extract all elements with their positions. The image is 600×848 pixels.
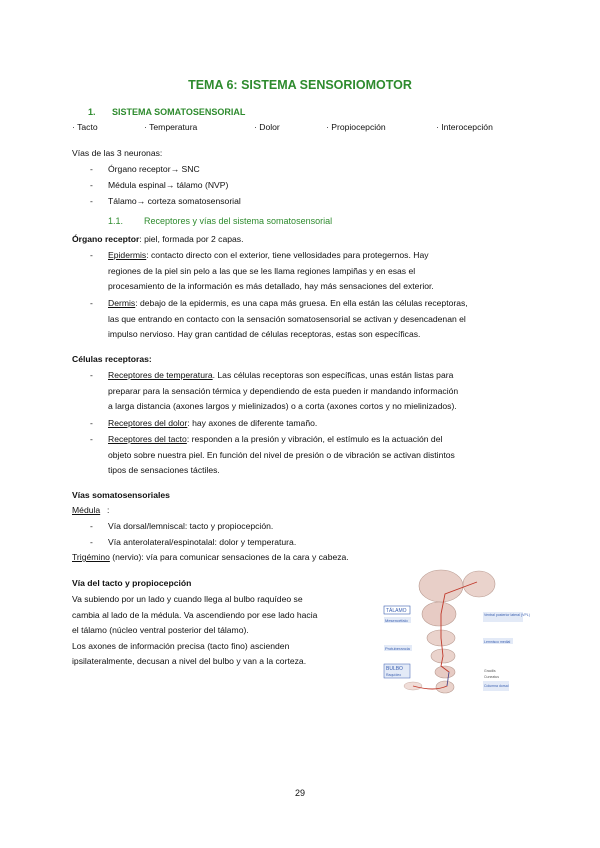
tacto-term: Receptores del tacto — [108, 434, 187, 444]
text-line: el tálamo (núcleo ventral posterior del tálamo). — [72, 625, 249, 636]
sense-item: · Tacto — [72, 122, 98, 132]
tacto-paragraph — [108, 432, 528, 479]
cortex-section-icon — [463, 571, 495, 597]
text-line: preparar para la sensación térmica y dependiendo de esta pueden ir mandando información — [108, 385, 459, 396]
bulbo-label: BULBO — [386, 666, 403, 672]
section-heading-1 — [88, 107, 245, 117]
medulla-section-icon — [435, 666, 455, 678]
dolor-paragraph — [108, 416, 528, 432]
bullet-dash: - — [90, 298, 93, 308]
sensory-pathway-figure — [383, 568, 533, 696]
text-line: : contacto directo con el exterior, tiene vellosidades para protegernos. Hay — [146, 250, 429, 260]
organo-text: : piel, formada por 2 capas. — [139, 234, 244, 244]
text-line: Los axones de información precisa (tacto fino) ascienden — [72, 640, 290, 651]
lemnisco-label: Lemnisco medial — [484, 640, 511, 644]
senses-list — [72, 122, 532, 132]
organo-line — [72, 234, 243, 244]
gracilis-label: Gracilis — [484, 669, 496, 673]
thalamus-section-icon — [422, 602, 456, 626]
trigemino-line — [72, 552, 349, 562]
bullet-dash: - — [90, 164, 93, 174]
organo-label: Órgano receptor — [72, 234, 140, 244]
text-line: ipsilateralmente, decusan a nivel del bulbo y van a la corteza. — [72, 656, 307, 667]
tacto-via-paragraph — [72, 592, 366, 670]
bullet-dash: - — [90, 250, 93, 260]
bullet-dash: - — [90, 521, 93, 531]
bullet-dash: - — [90, 180, 93, 190]
cuneatus-label: Cuneatus — [484, 675, 499, 679]
sense-item: · Dolor — [254, 122, 280, 132]
text-line: Va subiendo por un lado y cuando llega al bulbo raquídeo se — [72, 594, 303, 604]
epidermis-paragraph — [108, 248, 528, 295]
section-number: 1.1. — [108, 216, 124, 226]
text-line: las que entrando en contacto con la sensación somatosensorial se activan y desencadenan el — [108, 313, 466, 324]
text-line: procesamiento de la información es más detallado, hay más sensaciones del exterior. — [108, 281, 434, 292]
bullet-dash: - — [90, 537, 93, 547]
via-item: Médula espinal→ tálamo (NVP) — [108, 180, 229, 190]
text-line: a larga distancia (axones largos y mielinizados) o a corta (axones cortos y no mielinizados). — [108, 401, 457, 412]
text-line: : hay axones de diferente tamaño. — [187, 418, 318, 428]
text-line: cambia al lado de la médula. Va ascendiendo por ese lado hacia — [72, 609, 318, 620]
bullet-dash: - — [90, 434, 93, 444]
sense-item: · Temperatura — [144, 122, 198, 132]
epidermis-term: Epidermis — [108, 250, 147, 260]
colon: : — [107, 505, 110, 515]
section-heading-1-1 — [108, 216, 332, 226]
bullet-dash: - — [90, 418, 93, 428]
celulas-heading: Células receptoras: — [72, 354, 152, 364]
trigemino-term: Trigémino — [72, 552, 110, 562]
brain-section-icon — [419, 570, 463, 602]
sense-item: · Propiocepción — [326, 122, 386, 132]
trigemino-text: (nervio): vía para comunicar sensaciones de la cara y cabeza. — [109, 552, 349, 562]
protuberancia-label: Protuberancia — [385, 646, 410, 651]
via-item: Tálamo→ corteza somatosensorial — [108, 196, 241, 206]
talamo-label: TÁLAMO — [386, 608, 407, 614]
text-line: . Las células receptoras son específicas, unas están listas para — [212, 370, 454, 380]
medula-label: Médula — [72, 505, 101, 515]
medula-item: Vía dorsal/lemniscal: tacto y propiocepción. — [108, 521, 274, 531]
text-line: impulso nervioso. Hay gran cantidad de células receptoras, estas son específicas. — [108, 329, 421, 340]
sense-item: · Interocepción — [436, 122, 493, 132]
tacto-heading: Vía del tacto y propiocepción — [72, 578, 192, 588]
dermis-paragraph — [108, 296, 528, 343]
medula-item: Vía anterolateral/espinotalal: dolor y temperatura. — [108, 537, 297, 547]
section-number: 1. — [88, 107, 96, 117]
vpl-label: Ventral posterior lateral (VPL) — [484, 613, 530, 617]
mesencefalo-label: Mesencéfalo — [385, 618, 408, 623]
temperatura-paragraph — [108, 368, 528, 415]
page-title: TEMA 6: SISTEMA SENSORIOMOTOR — [188, 78, 412, 92]
vias-intro: Vías de las 3 neuronas: — [72, 148, 163, 158]
bullet-dash: - — [90, 370, 93, 380]
text-line: regiones de la piel sin pelo a las que se les llama regiones lampiñas y en esas el — [108, 265, 416, 276]
via-item: Órgano receptor→ SNC — [108, 164, 200, 174]
text-line: objeto sobre nuestra piel. En función del nivel de presión o de vibración se activan distintos — [108, 449, 455, 460]
dolor-term: Receptores del dolor — [108, 418, 188, 428]
text-line: : debajo de la epidermis, es una capa más gruesa. En ella están las células receptoras, — [135, 298, 468, 308]
section-label: Receptores y vías del sistema somatosensorial — [144, 216, 333, 226]
text-line: tipos de sensaciones táctiles. — [108, 465, 220, 476]
columna-label: Columna dorsal — [484, 684, 509, 688]
section-label: SISTEMA SOMATOSENSORIAL — [112, 107, 246, 117]
dermis-term: Dermis — [108, 298, 136, 308]
vias-soma-heading: Vías somatosensoriales — [72, 490, 170, 500]
bullet-dash: - — [90, 196, 93, 206]
page-number: 29 — [294, 788, 305, 798]
bulbo-sub-label: Raquídeo — [386, 673, 402, 677]
temperatura-term: Receptores de temperatura — [108, 370, 213, 380]
text-line: : responden a la presión y vibración, el estímulo es la actuación del — [186, 434, 443, 444]
